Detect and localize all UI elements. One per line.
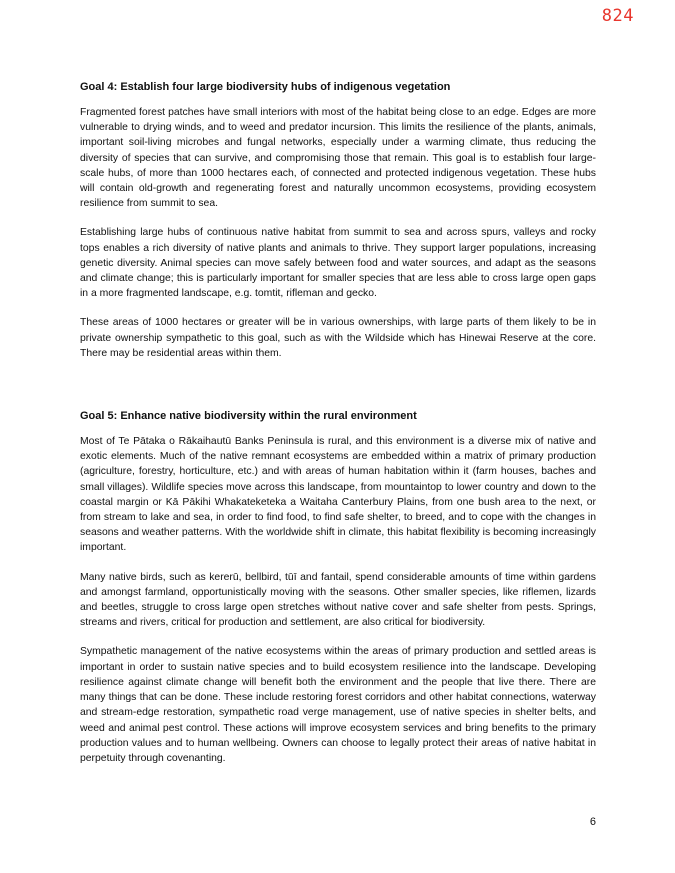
- goal-5-section: [80, 409, 596, 766]
- goal-4-paragraph-2: Establishing large hubs of continuous native habitat from summit to sea and across spurs, valleys and rocky tops enables a rich diversity of native plants and animals to thrive. They support larger populations, increasing genetic diversity. Animal species can move safely between food and water sources, and adapt as the seasons and climate change; this is particularly important for smaller species that are less able to cross large open gaps in a more fragmented landscape, e.g. tomtit, rifleman and gecko.: [80, 227, 596, 300]
- goal-5-paragraph-3: Sympathetic management of the native ecosystems within the areas of primary production and settled areas is important in order to sustain native species and to build ecosystem resilience into the landscape. Developing resilience against climate change will benefit both the environment and the people that live there. There are many things that can be done. These include restoring forest corridors and other habitat connections, waterway and stream-edge restoration, sympathetic road verge management, use of native species in shelter belts, and weed and animal pest control. These actions will improve ecosystem services and bring benefits to the primary production values and to human wellbeing. Owners can choose to legally protect their areas of native habitat in perpetuity through covenanting.: [80, 646, 596, 764]
- goal-4-paragraph-1: Fragmented forest patches have small interiors with most of the habitat being close to an edge. Edges are more vulnerable to drying winds, and to weed and predator incursion. This limits the resilience of the plants, animals, important soil-living microbes and fungal networks, especially under a warming climate, thus reducing the diversity of species that can survive, and compromising those that remain. This goal is to establish four large-scale hubs, of more than 1000 hectares each, of connected and protected indigenous vegetation. These hubs will contain old-growth and regenerating forest and naturally uncommon ecosystems, providing ecosystem resilience from summit to sea.: [80, 107, 596, 210]
- goal-4-heading: Goal 4: Establish four large biodiversity hubs of indigenous vegetation: [80, 81, 451, 93]
- document-body: [80, 80, 596, 780]
- goal-5-heading: Goal 5: Enhance native biodiversity within the rural environment: [80, 410, 417, 423]
- section-spacer: [80, 375, 596, 409]
- goal-5-paragraph-1: Most of Te Pātaka o Rākaihautū Banks Peninsula is rural, and this environment is a diverse mix of native and exotic elements. Much of the native remnant ecosystems are embedded within a matrix of primary production (agriculture, forestry, horticulture, etc.) and with areas of human habitation within it (farm houses, baches and small villages). Wildlife species move across this landscape, from mountaintop to lower country and down to the coastal margin or Kā Pākihi Whakateketeka a Waitaha Canterbury Plains, from one bush area to the next, or from stream to lake and sea, in order to find food, to find safe shelter, to breed, and to cope with the changes in seasons and weather patterns. With the worldwide shift in climate, this habitat flexibility is becoming increasingly important.: [80, 436, 596, 554]
- goal-4-section: [80, 80, 596, 361]
- page-stamp: 824: [601, 6, 634, 26]
- goal-5-paragraph-2: Many native birds, such as kererū, bellbird, tūī and fantail, spend considerable amounts of time within gardens and amongst farmland, opportunistically moving with the seasons. Other smaller species, like riflemen, lizards and beetles, struggle to cross large open stretches without native cover and safe shelter from pests. Springs, streams and rivers, critical for production and settlement, are also critical for biodiversity.: [80, 571, 596, 629]
- goal-4-paragraph-3: These areas of 1000 hectares or greater will be in various ownerships, with large parts of them likely to be in private ownership sympathetic to this goal, such as with the Wildside which has Hinewai Reserve at the core. There may be residential areas within them.: [80, 317, 596, 359]
- page-number: 6: [589, 816, 596, 828]
